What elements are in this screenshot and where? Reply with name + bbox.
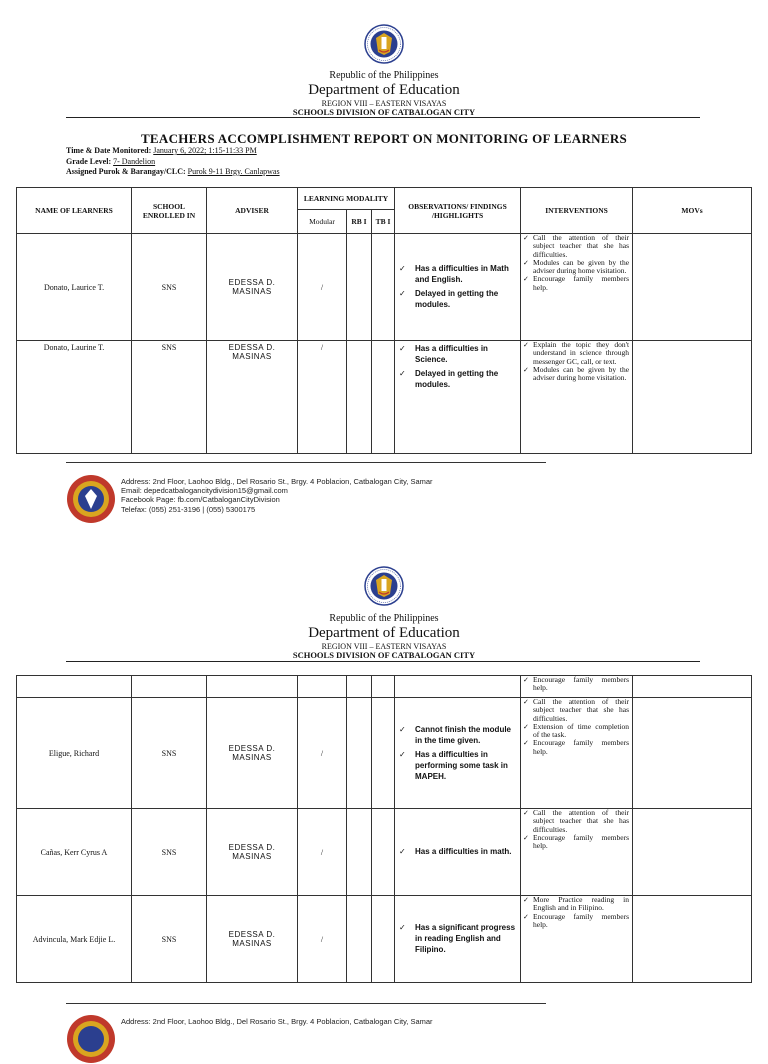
movs-cell: [633, 896, 752, 983]
page1-footer-text: [121, 477, 433, 514]
intervention-item: ✓ Modules can be given by the adviser during home visitation.: [521, 259, 632, 276]
learners-table-page2: [16, 675, 752, 983]
header-interventions: INTERVENTIONS: [521, 188, 633, 234]
page2-footer-text: [121, 1017, 433, 1026]
rbi-cell: [347, 234, 372, 341]
adviser-cell: EDESSA D. MASINAS: [207, 698, 298, 809]
division-text: SCHOOLS DIVISION OF CATBALOGAN CITY: [292, 106, 476, 117]
observation-item: ✓ Delayed in getting the modules.: [395, 368, 520, 390]
intervention-item: ✓ Call the attention of their subject teacher that she has difficulties.: [521, 234, 632, 259]
division-seal-icon: [66, 474, 116, 524]
interventions-cell: [521, 676, 633, 698]
observation-item: ✓ Has a difficulties in math.: [395, 846, 520, 857]
observation-item: ✓ Has a difficulties in performing some task in MAPEH.: [395, 749, 520, 782]
observations-cell: [395, 698, 521, 809]
footer-telefax: Telefax: (055) 251-3196 | (055) 5300175: [121, 504, 256, 514]
table-row: [17, 341, 752, 454]
time-value: January 6, 2022; 1:15-11:33 PM: [153, 146, 257, 155]
header-rule: [66, 661, 700, 662]
footer-rule: [66, 462, 546, 463]
observations-cell: [395, 809, 521, 896]
table-row: [17, 809, 752, 896]
purok-label: Assigned Purok & Barangay/CLC: [66, 167, 183, 176]
rbi-cell: [347, 896, 372, 983]
intervention-item: ✓ Encourage family members help.: [521, 913, 632, 930]
tbi-cell: [372, 234, 395, 341]
page2-letterhead: [0, 613, 768, 661]
header-name: NAME OF LEARNERS: [17, 188, 132, 234]
school-cell: SNS: [132, 896, 207, 983]
department-name: Department of Education: [308, 624, 460, 641]
adviser-cell: EDESSA D. MASINAS: [207, 341, 298, 454]
movs-cell: [633, 341, 752, 454]
table-row: [17, 896, 752, 983]
intervention-item: ✓ More Practice reading in English and in Filipino.: [521, 896, 632, 913]
intervention-item: ✓ Encourage family members help.: [521, 834, 632, 851]
modular-cell: /: [298, 698, 347, 809]
school-cell: SNS: [132, 698, 207, 809]
report-title: TEACHERS ACCOMPLISHMENT REPORT ON MONITORING OF LEARNERS: [140, 131, 628, 146]
table-row: [17, 234, 752, 341]
footer-address: Address: 2nd Floor, Laohoo Bldg., Del Rosario St., Brgy. 4 Poblacion, Catbalogan City, Samar: [121, 1017, 433, 1026]
intervention-item: ✓ Call the attention of their subject teacher that she has difficulties.: [521, 698, 632, 723]
region-text: REGION VIII – EASTERN VISAYAS: [321, 98, 447, 108]
observation-item: ✓ Delayed in getting the modules.: [395, 288, 520, 310]
header-adviser: ADVISER: [207, 188, 298, 234]
intervention-item: ✓ Extension of time completion of the task.: [521, 723, 632, 740]
movs-cell: [633, 234, 752, 341]
tbi-cell: [372, 698, 395, 809]
header-observations: OBSERVATIONS/ FINDINGS /HIGHLIGHTS: [395, 188, 521, 234]
footer-rule: [66, 1003, 546, 1004]
intervention-item: ✓ Encourage family members help.: [521, 275, 632, 292]
observation-item: ✓ Has a significant progress in reading English and Filipino.: [395, 922, 520, 955]
rbi-cell: [347, 341, 372, 454]
interventions-cell: [521, 341, 633, 454]
school-cell: SNS: [132, 809, 207, 896]
grade-label: Grade Level: [66, 156, 109, 166]
modular-cell: /: [298, 341, 347, 454]
movs-cell: [633, 809, 752, 896]
republic-text: Republic of the Philippines: [329, 70, 439, 81]
learners-table-page1: [16, 187, 752, 454]
tbi-cell: [372, 896, 395, 983]
grade-value: 7- Dandelion: [113, 156, 156, 166]
school-cell: SNS: [132, 234, 207, 341]
tbi-cell: [372, 341, 395, 454]
time-label: Time & Date Monitored: [66, 146, 149, 155]
rbi-cell: [347, 698, 372, 809]
report-meta: Time & Date Monitored: January 6, 2022; 1:15-11:33 PM Grade Level: 7- Dandelion Assigned Purok & Barangay/CLC: Purok 9-11 Brgy. Canlapwas: [66, 146, 280, 176]
observation-item: ✓ Has a difficulties in Math and English.: [395, 263, 520, 285]
header-modality: LEARNING MODALITY: [298, 188, 395, 210]
intervention-item: ✓ Modules can be given by the adviser during home visitation.: [521, 366, 632, 383]
intervention-item: ✓ Call the attention of their subject teacher that she has difficulties.: [521, 809, 632, 834]
modular-cell: /: [298, 234, 347, 341]
adviser-cell: EDESSA D. MASINAS: [207, 809, 298, 896]
interventions-cell: [521, 809, 633, 896]
header-school: SCHOOL ENROLLED IN: [132, 188, 207, 234]
division-seal-icon: [66, 1014, 116, 1064]
interventions-cell: [521, 698, 633, 809]
tbi-cell: [372, 809, 395, 896]
learner-name: Cañas, Kerr Cyrus A: [17, 809, 132, 896]
observation-item: ✓ Cannot finish the module in the time given.: [395, 724, 520, 746]
table-row: [17, 698, 752, 809]
region-text: REGION VIII – EASTERN VISAYAS: [321, 641, 447, 651]
adviser-cell: EDESSA D. MASINAS: [207, 234, 298, 341]
page1-letterhead: [0, 70, 768, 118]
observations-cell: [395, 234, 521, 341]
table-row: [17, 676, 752, 698]
observation-item: ✓ Has a difficulties in Science.: [395, 343, 520, 365]
observations-cell: [395, 896, 521, 983]
header-rule: [66, 117, 700, 118]
header-tbi: TB I: [372, 210, 395, 234]
deped-seal-icon: [364, 566, 404, 606]
intervention-item: ✓ Explain the topic they don't understand in science through messenger GC, call, or text.: [521, 341, 632, 366]
header-movs: MOVs: [633, 188, 752, 234]
interventions-cell: [521, 234, 633, 341]
intervention-item: ✓ Encourage family members help.: [521, 676, 632, 693]
rbi-cell: [347, 809, 372, 896]
interventions-cell: [521, 896, 633, 983]
division-text: SCHOOLS DIVISION OF CATBALOGAN CITY: [292, 649, 476, 660]
learner-name: Donato, Laurine T.: [17, 341, 132, 454]
department-name: Department of Education: [308, 81, 460, 98]
modular-cell: /: [298, 809, 347, 896]
deped-seal-icon: [364, 24, 404, 64]
footer-facebook: Facebook Page: fb.com/CatbaloganCityDivision: [121, 495, 280, 505]
modular-cell: /: [298, 896, 347, 983]
learner-name: Eligue, Richard: [17, 698, 132, 809]
purok-value: Purok 9-11 Brgy. Canlapwas: [187, 167, 280, 176]
footer-email: Email: depedcatbalogancitydivision15@gmail.com: [121, 486, 288, 496]
learner-name: Donato, Laurice T.: [17, 234, 132, 341]
adviser-cell: EDESSA D. MASINAS: [207, 896, 298, 983]
intervention-item: ✓ Encourage family members help.: [521, 739, 632, 756]
republic-text: Republic of the Philippines: [329, 613, 439, 624]
header-rbi: RB I: [347, 210, 372, 234]
school-cell: SNS: [132, 341, 207, 454]
footer-address: Address: 2nd Floor, Laohoo Bldg., Del Rosario St., Brgy. 4 Poblacion, Catbalogan City, Samar: [121, 477, 433, 486]
header-modular: Modular: [298, 210, 347, 234]
observations-cell: [395, 341, 521, 454]
learner-name: Advincula, Mark Edjie L.: [17, 896, 132, 983]
movs-cell: [633, 698, 752, 809]
